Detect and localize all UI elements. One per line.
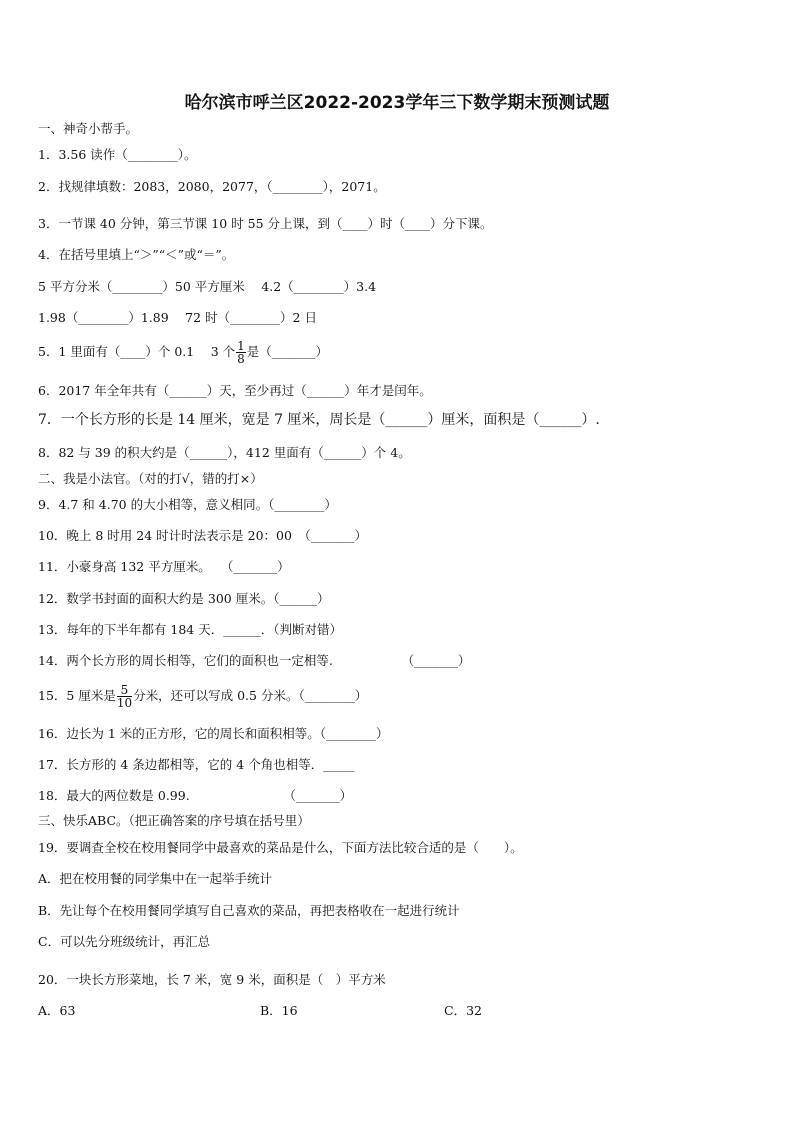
question-20-option-b: B．16 <box>260 1003 298 1018</box>
fraction-denominator: 10 <box>116 696 133 710</box>
question-19-option-c: C．可以先分班级统计，再汇总 <box>38 934 211 949</box>
question-6: 6．2017 年全年共有（______）天，至少再过（______）年才是闰年。 <box>38 383 432 398</box>
question-17: 17．长方形的 4 条边都相等，它的 4 个角也相等．_____ <box>38 757 355 772</box>
fraction-one-eighth <box>236 340 246 365</box>
question-4-part-a: 5 平方分米（________）50 平方厘米 4.2（________）3.4 <box>38 279 377 294</box>
question-13: 13．每年的下半年都有 184 天．______．（判断对错） <box>38 622 342 637</box>
question-19-option-a: A．把在校用餐的同学集中在一起举手统计 <box>38 871 273 886</box>
question-4: 4．在括号里填上“＞”“＜”或“＝”。 <box>38 247 235 262</box>
section-3-heading: 三、快乐ABC。（把正确答案的序号填在括号里） <box>38 813 310 828</box>
question-15-text-post: 分米，还可以写成 0.5 分米。（________） <box>133 688 368 703</box>
question-20-options <box>38 1003 758 1019</box>
question-9: 9．4.7 和 4.70 的大小相等，意义相同。（________） <box>38 497 337 512</box>
fraction-numerator: 1 <box>237 339 245 353</box>
question-20-option-c: C．32 <box>444 1003 482 1018</box>
question-11: 11．小豪身高 132 平方厘米。 （_______） <box>38 559 290 574</box>
question-12: 12．数学书封面的面积大约是 300 厘米。（______） <box>38 591 330 606</box>
question-7: 7．一个长方形的长是 14 厘米，宽是 7 厘米，周长是（______）厘米，面积是（______）. <box>38 412 600 428</box>
question-2: 2．找规律填数：2083，2080，2077，（________），2071。 <box>38 179 386 194</box>
question-15 <box>38 678 367 714</box>
question-5-text-post: 是（_______） <box>246 344 329 359</box>
question-4-part-b: 1.98（________）1.89 72 时（________）2 日 <box>38 310 317 325</box>
question-5-text-pre: 5．1 里面有（____）个 0.1 3 个 <box>38 344 236 359</box>
question-19: 19．要调查全校在校用餐同学中最喜欢的菜品是什么，下面方法比较合适的是（ ）。 <box>38 840 523 855</box>
question-16: 16．边长为 1 米的正方形，它的周长和面积相等。（________） <box>38 726 389 741</box>
fraction-denominator: 8 <box>237 352 245 366</box>
question-18: 18．最大的两位数是 0.99. （_______） <box>38 788 353 803</box>
question-15-text-pre: 15．5 厘米是 <box>38 688 116 703</box>
question-20-option-a: A．63 <box>38 1003 76 1018</box>
page-title: 哈尔滨市呼兰区2022-2023学年三下数学期末预测试题 <box>184 93 610 113</box>
question-19-option-b: B．先让每个在校用餐同学填写自己喜欢的菜品，再把表格收在一起进行统计 <box>38 903 460 918</box>
question-20: 20．一块长方形菜地，长 7 米，宽 9 米，面积是（ ）平方米 <box>38 972 386 987</box>
question-8: 8．82 与 39 的积大约是（______），412 里面有（______）个 4。 <box>38 445 411 460</box>
question-14: 14．两个长方形的周长相等，它们的面积也一定相等. （_______） <box>38 653 471 668</box>
question-10: 10．晚上 8 时用 24 时计时法表示是 20：00 （_______） <box>38 528 367 543</box>
section-2-heading: 二、我是小法官。（对的打√，错的打×） <box>38 471 263 486</box>
section-1-heading: 一、神奇小帮手。 <box>38 121 139 136</box>
question-3: 3．一节课 40 分钟，第三节课 10 时 55 分上课，到（____）时（____）分下课。 <box>38 216 493 231</box>
question-5 <box>38 334 328 370</box>
question-1: 1．3.56 读作（________）。 <box>38 147 197 162</box>
fraction-numerator: 5 <box>117 684 132 697</box>
fraction-five-tenths <box>117 684 132 709</box>
